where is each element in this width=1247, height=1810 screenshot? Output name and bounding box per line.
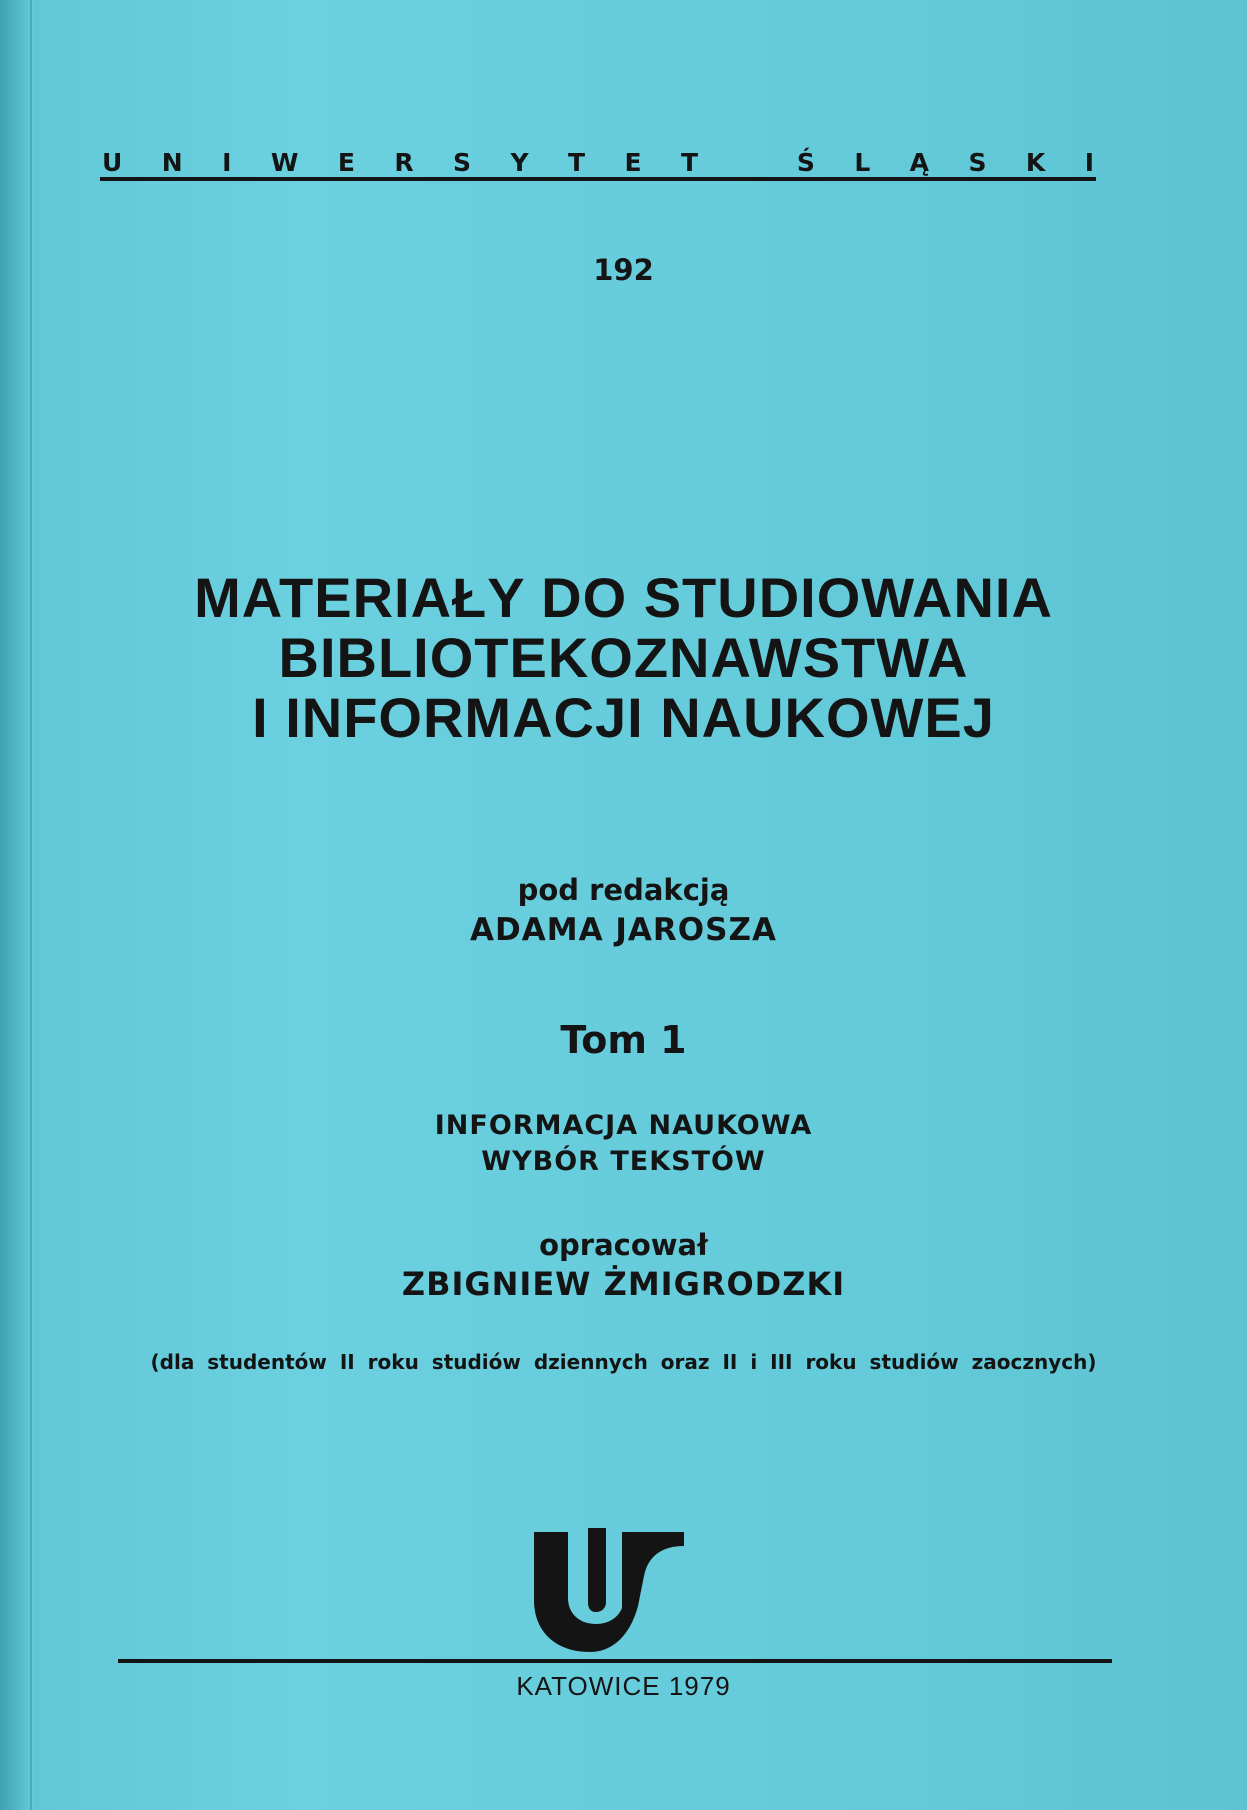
title-line: BIBLIOTEKOZNAWSTWA [278, 626, 969, 689]
university-letter: T [680, 148, 699, 177]
audience-note: (dla studentów II roku studiów dziennych oraz II i III roku studiów zaocznych) [150, 1350, 1097, 1374]
top-rule [100, 177, 1096, 181]
university-letter: E [337, 148, 355, 177]
university-name [102, 148, 1094, 177]
university-letter: Ą [909, 148, 930, 177]
compiler-name: ZBIGNIEW ŻMIGRODZKI [401, 1265, 846, 1303]
book-title [0, 568, 1247, 748]
university-letter: S [453, 148, 472, 177]
editor-name: ADAMA JAROSZA [470, 912, 777, 948]
university-letter: I [222, 148, 232, 177]
volume-subtitle-line: INFORMACJA NAUKOWA [434, 1110, 813, 1141]
university-letter: T [567, 148, 586, 177]
title-line: I INFORMACJI NAUKOWEJ [252, 686, 995, 749]
university-letter: Ś [796, 148, 815, 177]
university-letter [737, 148, 757, 177]
university-letter: E [624, 148, 642, 177]
university-letter: S [968, 148, 987, 177]
university-letter: Y [510, 148, 529, 177]
series-number: 192 [593, 253, 654, 287]
university-letter: N [161, 148, 183, 177]
university-letter: U [102, 148, 123, 177]
university-letter: L [854, 148, 871, 177]
university-letter: I [1084, 148, 1094, 177]
university-letter: R [394, 148, 414, 177]
bottom-rule [118, 1659, 1112, 1663]
editor-label: pod redakcją [517, 873, 730, 907]
university-letter: K [1025, 148, 1046, 177]
place-and-year: KATOWICE 1979 [516, 1671, 731, 1701]
compiler-label: opracował [539, 1228, 708, 1262]
title-line: MATERIAŁY DO STUDIOWANIA [194, 566, 1053, 629]
volume-label: Tom 1 [560, 1018, 687, 1062]
university-logo-icon [534, 1528, 684, 1654]
volume-subtitle-line: WYBÓR TEKSTÓW [481, 1146, 766, 1177]
university-letter: W [270, 148, 299, 177]
